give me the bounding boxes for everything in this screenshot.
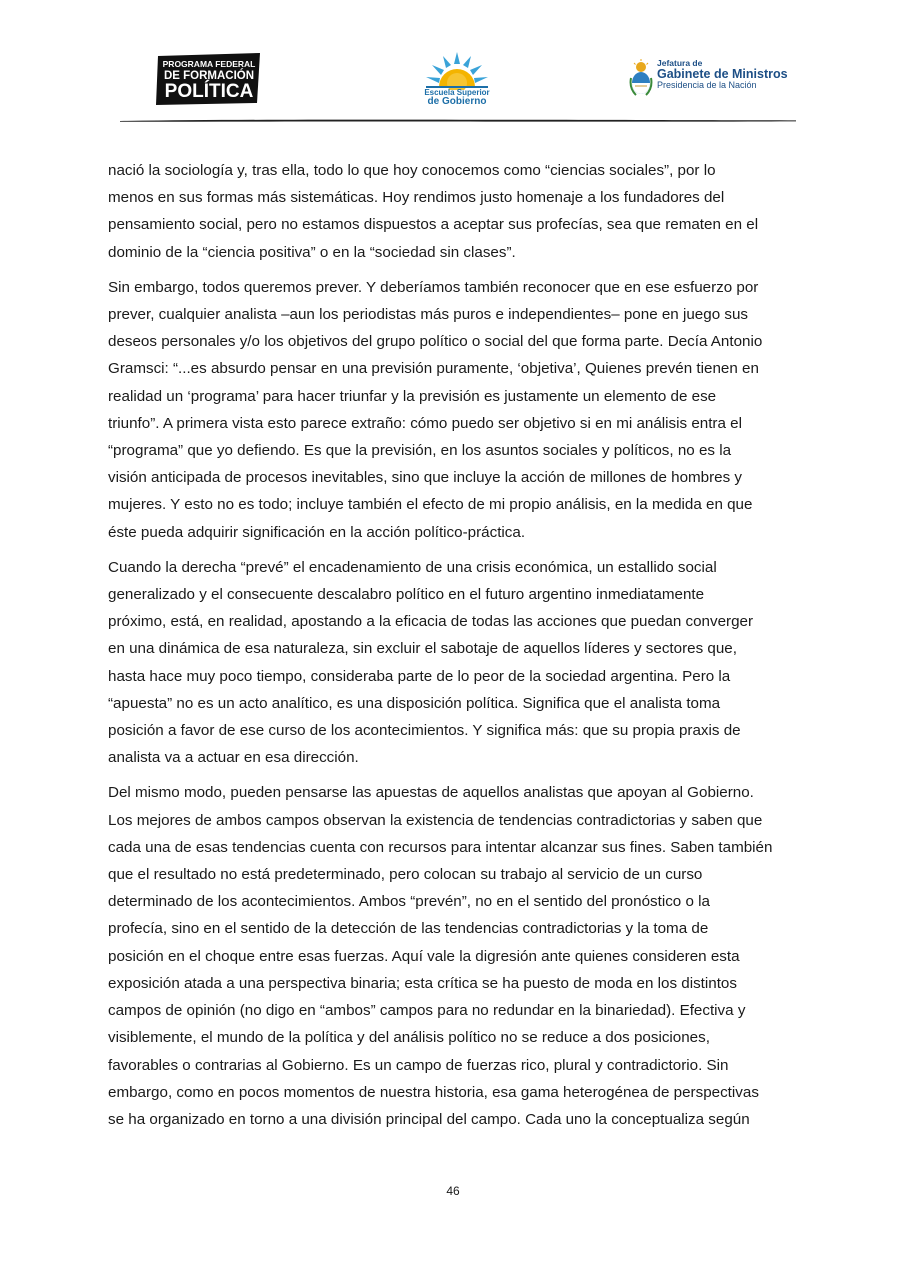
text-line: triunfo”. A primera vista esto parece extraño: cómo puedo ser objetivo si en mi análisis entra el bbox=[108, 414, 742, 432]
text-line: profecía, sino en el sentido de la detección de las tendencias contradictorias y la toma de bbox=[108, 920, 709, 938]
text-line: hasta hace muy poco tiempo, consideraba parte de lo peor de la sociedad argentina. Pero la bbox=[108, 667, 731, 685]
text-line: determinado de los acontecimientos. Ambos “prevén”, no en el sentido del pronóstico o la bbox=[108, 893, 710, 911]
text-line: dominio de la “ciencia positiva” o en la “sociedad sin clases”. bbox=[108, 243, 516, 261]
programa-federal-logo bbox=[156, 53, 262, 105]
text-line: en una dinámica de esa naturaleza, sin excluir el sabotaje de aquellos líderes y sectores que, bbox=[108, 640, 737, 658]
sun-icon bbox=[418, 50, 496, 90]
text-line: nació la sociología y, tras ella, todo lo que hoy conocemos como “ciencias sociales”, por lo bbox=[108, 162, 716, 179]
escuela-superior-logo-line2: de Gobierno bbox=[427, 96, 487, 107]
text-line: éste pueda adquirir significación en la acción político-práctica. bbox=[108, 523, 526, 541]
text-line: próximo, está, en realidad, apostando a la eficacia de todas las acciones que puedan converger bbox=[108, 613, 754, 631]
text-line: visión anticipada de procesos inevitables, sino que incluye la acción de millones de hombres y bbox=[108, 469, 743, 487]
text-line: se ha organizado en torno a una división principal del campo. Cada uno la conceptualiza según bbox=[108, 1110, 750, 1128]
text-line: pensamiento social, pero no estamos dispuestos a aceptar sus profecías, sea que rematen en el bbox=[108, 216, 759, 234]
jefatura-gabinete-text bbox=[657, 59, 788, 90]
text-line: Sin embargo, todos queremos prever. Y deberíamos también reconocer que en ese esfuerzo por bbox=[108, 278, 759, 296]
page-header bbox=[0, 0, 906, 125]
text-line: embargo, como en pocos momentos de nuestra historia, esa gama heterogénea de perspectivas bbox=[108, 1083, 759, 1101]
page-number: 46 bbox=[446, 1184, 460, 1198]
text-line: generalizado y el consecuente descalabro político en el futuro argentino inmediatamente bbox=[108, 586, 705, 604]
text-line: prever, cualquier analista –aun los periodistas más puros e independientes– pone en juego sus bbox=[108, 306, 748, 324]
text-line: deseos personales y/o los objetivos del grupo político o social del que forma parte. Decía Antonio bbox=[108, 333, 763, 351]
text-line: “apuesta” no es un acto analítico, es una disposición política. Significa que el analista toma bbox=[108, 694, 721, 712]
programa-federal-logo-line1: PROGRAMA FEDERAL bbox=[162, 59, 256, 69]
paragraph bbox=[108, 157, 810, 266]
text-line: visiblemente, el mundo de la política y del análisis político no se reduce a dos posiciones, bbox=[108, 1029, 710, 1047]
text-line: posición a favor de ese curso de los acontecimientos. Y significa más: que su propia praxis de bbox=[108, 722, 741, 740]
programa-federal-logo-line2: DE FORMACIÓN bbox=[163, 70, 255, 82]
paragraph bbox=[108, 274, 810, 546]
coat-of-arms-icon bbox=[629, 58, 653, 98]
escuela-superior-logo-line1: Escuela Superior bbox=[424, 88, 490, 97]
escuela-superior-logo bbox=[418, 50, 496, 108]
text-line: exposición atada a una perspectiva binaria; esta crítica se ha puesto de moda en los distintos bbox=[108, 974, 737, 992]
text-line: posición en el choque entre esas fuerzas. Aquí vale la digresión ante quienes consideren esta bbox=[108, 947, 740, 965]
text-line: Del mismo modo, pueden pensarse las apuestas de aquellos analistas que apoyan al Gobierno. bbox=[108, 784, 754, 802]
text-line: mujeres. Y esto no es todo; incluye también el efecto de mi propio análisis, en la medida en que bbox=[108, 496, 753, 514]
paragraph bbox=[108, 554, 810, 772]
text-line: realidad un ‘programa’ para hacer triunfar y la previsión es justamente un elemento de ese bbox=[108, 387, 717, 405]
text-line: “programa” que yo defiendo. Es que la previsión, en los asuntos sociales y políticos, no es la bbox=[108, 442, 732, 460]
text-line: Cuando la derecha “prevé” el encadenamiento de una crisis económica, un estallido social bbox=[108, 558, 717, 576]
text-line: menos en sus formas más sistemáticas. Hoy rendimos justo homenaje a los fundadores del bbox=[108, 189, 725, 207]
text-line: que el resultado no está predeterminado, pero colocan su trabajo al servicio de un curso bbox=[108, 866, 703, 884]
paragraph bbox=[108, 779, 810, 1133]
text-line: cada una de esas tendencias cuenta con recursos para intentar alcanzar sus fines. Saben también bbox=[108, 838, 773, 856]
jefatura-gabinete-line2: Gabinete de Ministros bbox=[657, 66, 788, 81]
document-body bbox=[108, 157, 810, 1141]
text-line: favorables o contrarias al Gobierno. Es un campo de fuerzas rico, plural y contradictorio. Sin bbox=[108, 1056, 729, 1074]
header-divider bbox=[120, 118, 796, 123]
programa-federal-logo-line3: POLÍTICA bbox=[164, 81, 254, 102]
jefatura-gabinete-logo bbox=[629, 58, 789, 100]
text-line: Gramsci: “...es absurdo pensar en una previsión puramente, ‘objetiva’, Quienes prevén tienen en bbox=[108, 360, 759, 378]
jefatura-gabinete-line1: Jefatura de bbox=[657, 58, 703, 68]
text-line: Los mejores de ambos campos observan la existencia de tendencias contradictorias y saben que bbox=[108, 811, 763, 829]
text-line: analista va a actuar en esa dirección. bbox=[108, 749, 359, 767]
jefatura-gabinete-line3: Presidencia de la Nación bbox=[657, 80, 757, 91]
text-line: campos de opinión (no digo en “ambos” campos para no redundar en la binariedad). Efectiva y bbox=[108, 1002, 746, 1020]
